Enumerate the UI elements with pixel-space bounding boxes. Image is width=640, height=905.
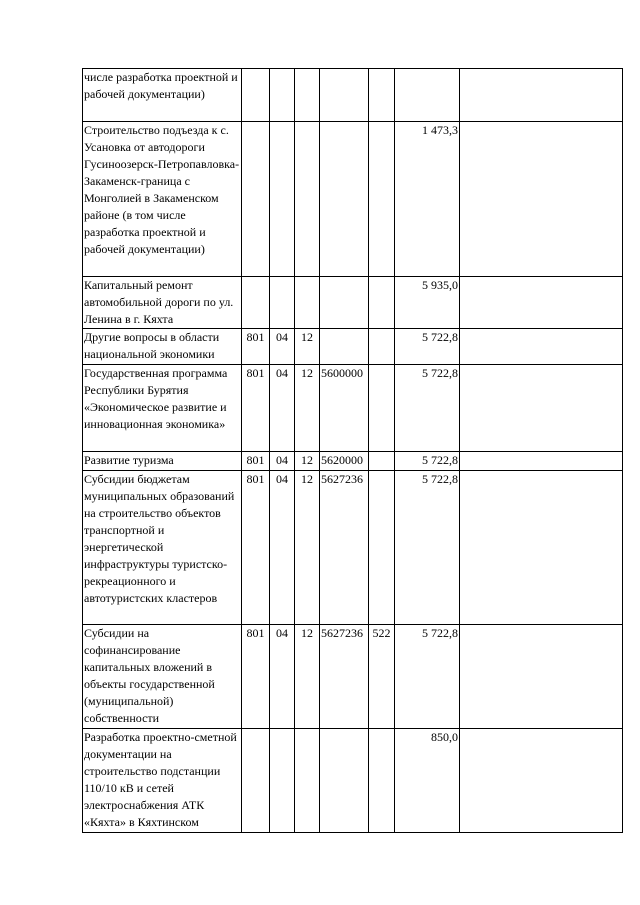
pr-code-cell: 12 [295, 365, 320, 452]
rz-code-cell: 04 [270, 471, 295, 625]
rz-code-cell: 04 [270, 625, 295, 729]
vr-code-cell [369, 122, 395, 277]
row-name-cell: Государственная программа Республики Бурятия «Экономическое развитие и инновационная экономика» [83, 365, 242, 452]
amount-cell: 850,0 [395, 729, 460, 833]
gr-code-cell [242, 69, 270, 122]
table-row [83, 729, 623, 833]
vr-code-cell [369, 69, 395, 122]
extra-cell [460, 471, 623, 625]
table-row [83, 625, 623, 729]
csr-code-cell [320, 122, 369, 277]
csr-code-cell: 5600000 [320, 365, 369, 452]
csr-code-cell [320, 729, 369, 833]
row-name-cell: Другие вопросы в области национальной экономики [83, 329, 242, 365]
table-row [83, 329, 623, 365]
pr-code-cell: 12 [295, 329, 320, 365]
rz-code-cell [270, 122, 295, 277]
amount-cell [395, 69, 460, 122]
row-name-cell: Строительство подъезда к с. Усановка от автодороги Гусиноозерск-Петропавловка-Закаменск-граница с Монголией в Закаменском районе (в том числе разработка проектной и рабочей документации) [83, 122, 242, 277]
gr-code-cell: 801 [242, 365, 270, 452]
rz-code-cell [270, 69, 295, 122]
pr-code-cell [295, 122, 320, 277]
gr-code-cell [242, 277, 270, 329]
row-name-cell: Капитальный ремонт автомобильной дороги по ул. Ленина в г. Кяхта [83, 277, 242, 329]
csr-code-cell: 5627236 [320, 625, 369, 729]
table-row [83, 365, 623, 452]
vr-code-cell [369, 452, 395, 471]
budget-table-body [83, 69, 623, 833]
vr-code-cell [369, 729, 395, 833]
table-row [83, 69, 623, 122]
csr-code-cell [320, 69, 369, 122]
vr-code-cell [369, 365, 395, 452]
table-row [83, 452, 623, 471]
gr-code-cell: 801 [242, 452, 270, 471]
extra-cell [460, 329, 623, 365]
gr-code-cell [242, 729, 270, 833]
pr-code-cell: 12 [295, 452, 320, 471]
pr-code-cell [295, 69, 320, 122]
extra-cell [460, 277, 623, 329]
amount-cell: 1 473,3 [395, 122, 460, 277]
pr-code-cell [295, 729, 320, 833]
pr-code-cell [295, 277, 320, 329]
csr-code-cell: 5620000 [320, 452, 369, 471]
csr-code-cell: 5627236 [320, 471, 369, 625]
rz-code-cell [270, 729, 295, 833]
extra-cell [460, 729, 623, 833]
amount-cell: 5 722,8 [395, 365, 460, 452]
table-row [83, 471, 623, 625]
rz-code-cell: 04 [270, 365, 295, 452]
gr-code-cell: 801 [242, 329, 270, 365]
extra-cell [460, 625, 623, 729]
extra-cell [460, 122, 623, 277]
csr-code-cell [320, 277, 369, 329]
amount-cell: 5 722,8 [395, 329, 460, 365]
vr-code-cell [369, 471, 395, 625]
pr-code-cell: 12 [295, 625, 320, 729]
vr-code-cell [369, 329, 395, 365]
row-name-cell: Разработка проектно-сметной документации на строительство подстанции 110/10 кВ и сетей электроснабжения АТК «Кяхта» в Кяхтинском [83, 729, 242, 833]
extra-cell [460, 452, 623, 471]
rz-code-cell [270, 277, 295, 329]
amount-cell: 5 722,8 [395, 471, 460, 625]
vr-code-cell [369, 277, 395, 329]
table-row [83, 122, 623, 277]
pr-code-cell: 12 [295, 471, 320, 625]
budget-table [82, 68, 623, 833]
row-name-cell: числе разработка проектной и рабочей документации) [83, 69, 242, 122]
gr-code-cell: 801 [242, 471, 270, 625]
rz-code-cell: 04 [270, 452, 295, 471]
extra-cell [460, 69, 623, 122]
table-row [83, 277, 623, 329]
amount-cell: 5 722,8 [395, 625, 460, 729]
amount-cell: 5 935,0 [395, 277, 460, 329]
gr-code-cell [242, 122, 270, 277]
rz-code-cell: 04 [270, 329, 295, 365]
row-name-cell: Субсидии на софинансирование капитальных вложений в объекты государственной (муниципальной) собственности [83, 625, 242, 729]
csr-code-cell [320, 329, 369, 365]
vr-code-cell: 522 [369, 625, 395, 729]
row-name-cell: Развитие туризма [83, 452, 242, 471]
gr-code-cell: 801 [242, 625, 270, 729]
amount-cell: 5 722,8 [395, 452, 460, 471]
row-name-cell: Субсидии бюджетам муниципальных образований на строительство объектов транспортной и энергетической инфраструктуры туристско-рекреационного и автотуристских кластеров [83, 471, 242, 625]
extra-cell [460, 365, 623, 452]
